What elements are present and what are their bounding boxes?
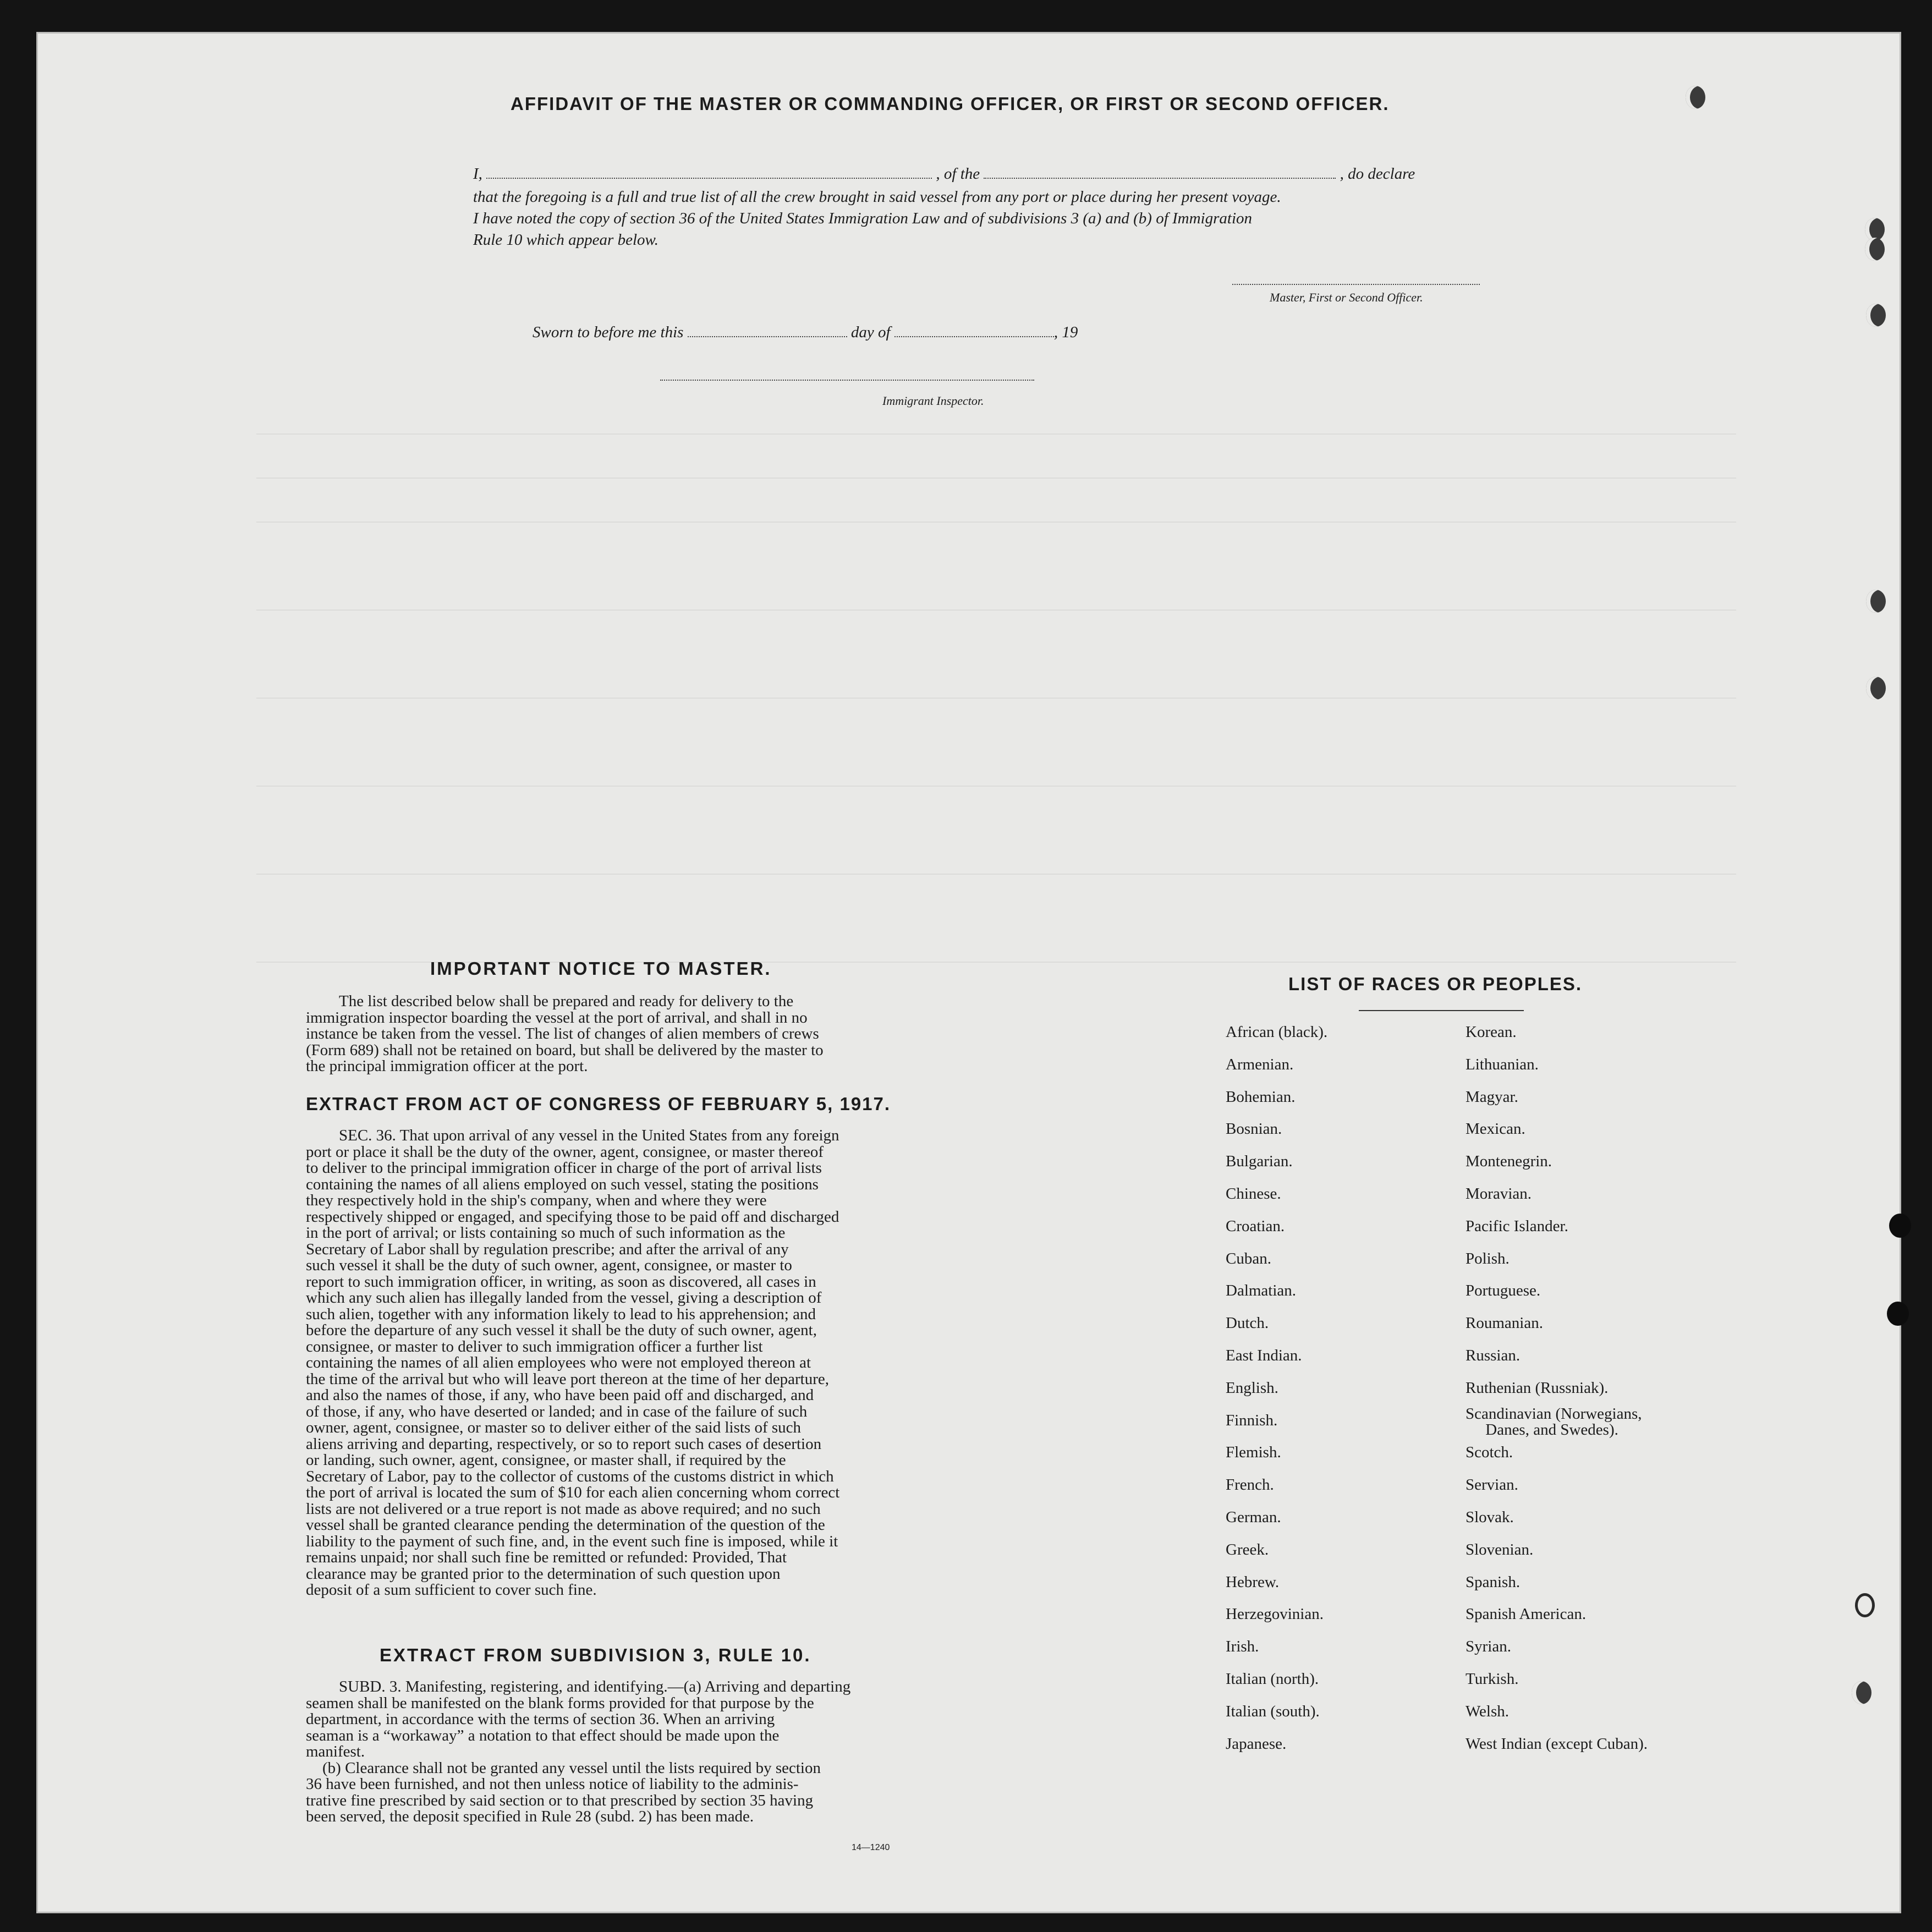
binder-hole-icon <box>1866 304 1886 327</box>
i-label: I, <box>473 165 482 183</box>
rule-line: 36 have been furnished, and not then unless notice of liability to the adminis- <box>306 1775 799 1793</box>
race-item: Ruthenian (Russniak). <box>1466 1379 1609 1397</box>
act-line: deposit of a sum sufficient to cover such fine. <box>306 1581 597 1599</box>
binder-hole-icon <box>1855 1593 1875 1617</box>
notice-line: (Form 689) shall not be retained on board, but shall be delivered by the master to <box>306 1041 824 1059</box>
affidavit-line-4: Rule 10 which appear below. <box>473 231 658 249</box>
race-item: Korean. <box>1466 1023 1517 1041</box>
act-line: clearance may be granted prior to the determination of such question upon <box>306 1565 781 1583</box>
act-line: Secretary of Labor shall by regulation prescribe; and after the arrival of any <box>306 1240 789 1258</box>
inspector-signature-caption: Immigrant Inspector. <box>882 394 984 408</box>
race-item: West Indian (except Cuban). <box>1466 1735 1648 1753</box>
act-title: EXTRACT FROM ACT OF CONGRESS OF FEBRUARY 5, 1917. <box>306 1094 891 1114</box>
act-line: report to such immigration officer, in writing, as soon as discovered, all cases in <box>306 1272 816 1291</box>
binder-hole-icon <box>1852 1681 1871 1704</box>
act-line: they respectively hold in the ship's company, when and where they were <box>306 1192 767 1209</box>
races-list <box>1226 1023 1721 1782</box>
race-item: Lithuanian. <box>1466 1055 1539 1073</box>
name-blank <box>486 178 932 179</box>
affidavit-line-3: I have noted the copy of section 36 of the United States Immigration Law and of subdivisions 3 (a) and (b) of Immigration <box>473 210 1253 227</box>
form-number: 14—1240 <box>852 1843 890 1852</box>
act-line: such alien, together with any information likely to lead to his apprehension; and <box>306 1305 816 1323</box>
binder-hole-icon <box>1865 238 1885 261</box>
race-item: Irish. <box>1226 1638 1259 1656</box>
act-line: containing the names of all aliens employed on such vessel, stating the positions <box>306 1175 819 1193</box>
race-item: Dalmatian. <box>1226 1282 1297 1300</box>
rule-line: seaman is a “workaway” a notation to that effect should be made upon the <box>306 1726 780 1744</box>
month-blank <box>894 336 1054 337</box>
affidavit-line-2: that the foregoing is a full and true list of all the crew brought in said vessel from any port or place during her present voyage. <box>473 188 1281 206</box>
race-item: Russian. <box>1466 1347 1521 1364</box>
of-the-label: , of the <box>936 165 980 183</box>
race-item: Flemish. <box>1226 1443 1281 1462</box>
ghost-rule <box>256 433 1736 435</box>
notice-line: The list described below shall be prepared and ready for delivery to the <box>339 992 794 1010</box>
sworn-line <box>533 323 1078 342</box>
notice-line: instance be taken from the vessel. The list of changes of alien members of crews <box>306 1025 819 1042</box>
act-line: owner, agent, consignee, or master so to deliver either of the said lists of such <box>306 1419 802 1436</box>
race-item: Portuguese. <box>1466 1282 1541 1300</box>
act-line: in the port of arrival; or lists containing so much of such information as the <box>306 1224 786 1242</box>
race-item: Welsh. <box>1466 1702 1510 1720</box>
rule-line: SUBD. 3. Manifesting, registering, and identifying.—(a) Arriving and departing <box>339 1678 851 1695</box>
act-text <box>306 1128 930 1599</box>
race-item: Italian (south). <box>1226 1702 1320 1720</box>
act-line: remains unpaid; nor shall such fine be remitted or refunded: Provided, That <box>306 1549 787 1566</box>
rule-line: (b) Clearance shall not be granted any vessel until the lists required by section <box>322 1759 821 1777</box>
rule-line: manifest. <box>306 1743 365 1760</box>
notice-line: the principal immigration officer at the port. <box>306 1057 588 1075</box>
race-item: German. <box>1226 1508 1281 1526</box>
act-line: port or place it shall be the duty of the owner, agent, consignee, or master thereof <box>306 1143 824 1161</box>
sworn-label: Sworn to before me this <box>533 323 684 341</box>
race-item: Bosnian. <box>1226 1120 1282 1138</box>
master-signature-line <box>1232 284 1480 285</box>
act-line: containing the names of all alien employees who were not employed thereon at <box>306 1354 811 1371</box>
act-line: and also the names of those, if any, who have been paid off and discharged, and <box>306 1386 814 1404</box>
race-item: Slovak. <box>1466 1508 1514 1526</box>
notice-title: IMPORTANT NOTICE TO MASTER. <box>430 958 772 979</box>
notice-line: immigration inspector boarding the vessel at the port of arrival, and shall in no <box>306 1008 808 1027</box>
race-item: English. <box>1226 1379 1278 1397</box>
vessel-blank <box>984 178 1336 179</box>
act-line: vessel shall be granted clearance pending the determination of the question of the <box>306 1516 825 1534</box>
rule-title: EXTRACT FROM SUBDIVISION 3, RULE 10. <box>380 1645 811 1665</box>
rule-line: trative fine prescribed by said section or to that prescribed by section 35 having <box>306 1791 814 1809</box>
race-item: Bulgarian. <box>1226 1152 1293 1171</box>
rule-line: seamen shall be manifested on the blank forms provided for that purpose by the <box>306 1694 814 1712</box>
race-item: Pacific Islander. <box>1466 1217 1568 1235</box>
rule-line: department, in accordance with the terms of section 36. When an arriving <box>306 1710 775 1728</box>
race-item: Chinese. <box>1226 1185 1281 1203</box>
year-label: , 19 <box>1053 323 1078 341</box>
race-item: Armenian. <box>1226 1055 1294 1073</box>
race-item: Finnish. <box>1226 1411 1278 1429</box>
ghost-rule <box>256 698 1736 699</box>
act-line: to deliver to the principal immigration officer in charge of the port of arrival lists <box>306 1159 822 1177</box>
race-item: East Indian. <box>1226 1347 1302 1364</box>
act-line: which any such alien has illegally landed from the vessel, giving a description of <box>306 1289 822 1307</box>
act-line: SEC. 36. That upon arrival of any vessel in the United States from any foreign <box>339 1127 839 1144</box>
ghost-rule <box>256 874 1736 875</box>
race-item: Croatian. <box>1226 1217 1285 1235</box>
race-item: Bohemian. <box>1226 1088 1296 1106</box>
binder-hole-icon <box>1887 1302 1909 1326</box>
ghost-rule <box>256 477 1736 479</box>
affidavit-title: AFFIDAVIT OF THE MASTER OR COMMANDING OFFICER, OR FIRST OR SECOND OFFICER. <box>511 94 1390 114</box>
race-item: African (black). <box>1226 1023 1328 1041</box>
race-item: Spanish American. <box>1466 1605 1587 1623</box>
act-line: consignee, or master to deliver to such immigration officer a further list <box>306 1337 763 1355</box>
races-title-rule <box>1359 1010 1524 1011</box>
race-item: Japanese. <box>1226 1735 1287 1753</box>
rule-text <box>306 1679 930 1825</box>
race-item: Italian (north). <box>1226 1670 1319 1688</box>
race-item: Polish. <box>1466 1249 1510 1267</box>
act-line: before the departure of any such vessel it shall be the duty of such owner, agent, <box>306 1321 817 1339</box>
affidavit-declaration <box>473 165 1513 249</box>
race-item: Cuban. <box>1226 1249 1271 1267</box>
do-declare-label: , do declare <box>1340 165 1415 183</box>
rule-line: been served, the deposit specified in Rule 28 (subd. 2) has been made. <box>306 1808 754 1825</box>
race-item: Syrian. <box>1466 1638 1511 1656</box>
race-item: Greek. <box>1226 1540 1269 1558</box>
act-line: liability to the payment of such fine, and, in the event such fine is imposed, while it <box>306 1532 838 1550</box>
race-item: Dutch. <box>1226 1314 1269 1332</box>
race-item: Magyar. <box>1466 1088 1518 1106</box>
act-line: of those, if any, who have deserted or landed; and in case of the failure of such <box>306 1402 808 1420</box>
race-item: Mexican. <box>1466 1120 1525 1138</box>
race-item: Scandinavian (Norwegians, Danes, and Swedes). <box>1466 1405 1642 1439</box>
ghost-rule <box>256 522 1736 523</box>
act-line: the time of the arrival but who will leave port thereon at the time of her departure, <box>306 1370 830 1388</box>
race-item: Servian. <box>1466 1476 1518 1494</box>
binder-hole-icon <box>1686 86 1705 109</box>
act-line: Secretary of Labor, pay to the collector of customs of the customs district in which <box>306 1467 834 1485</box>
day-blank <box>688 336 847 337</box>
day-of-label: day of <box>850 323 891 341</box>
act-line: lists are not delivered or a true report is not made as above required; and no such <box>306 1500 821 1518</box>
act-line: or landing, such owner, agent, consignee, or master shall, if required by the <box>306 1451 786 1469</box>
notice-text <box>306 994 930 1075</box>
act-line: respectively shipped or engaged, and specifying those to be paid off and discharged <box>306 1208 839 1226</box>
race-item: Spanish. <box>1466 1573 1521 1591</box>
act-line: such vessel it shall be the duty of such owner, agent, consignee, or master to <box>306 1256 792 1274</box>
binder-hole-icon <box>1866 677 1886 700</box>
act-line: aliens arriving and departing, respectively, or so to report such cases of desertion <box>306 1435 822 1453</box>
master-signature-caption: Master, First or Second Officer. <box>1270 290 1423 304</box>
ghost-rule <box>256 786 1736 787</box>
race-item: Scotch. <box>1466 1443 1513 1462</box>
races-title: LIST OF RACES OR PEOPLES. <box>1288 974 1583 994</box>
race-item: Roumanian. <box>1466 1314 1543 1332</box>
race-item: Turkish. <box>1466 1670 1519 1688</box>
ghost-rule <box>256 610 1736 611</box>
race-item: Montenegrin. <box>1466 1152 1552 1171</box>
act-line: the port of arrival is located the sum of $10 for each alien concerning whom correct <box>306 1484 840 1501</box>
race-item: Slovenian. <box>1466 1540 1534 1558</box>
race-item: French. <box>1226 1476 1274 1494</box>
inspector-signature-line <box>660 380 1034 381</box>
race-item: Herzegovinian. <box>1226 1605 1324 1623</box>
binder-hole-icon <box>1866 590 1886 613</box>
binder-hole-icon <box>1889 1214 1911 1238</box>
race-item: Hebrew. <box>1226 1573 1280 1591</box>
race-item: Moravian. <box>1466 1185 1532 1203</box>
